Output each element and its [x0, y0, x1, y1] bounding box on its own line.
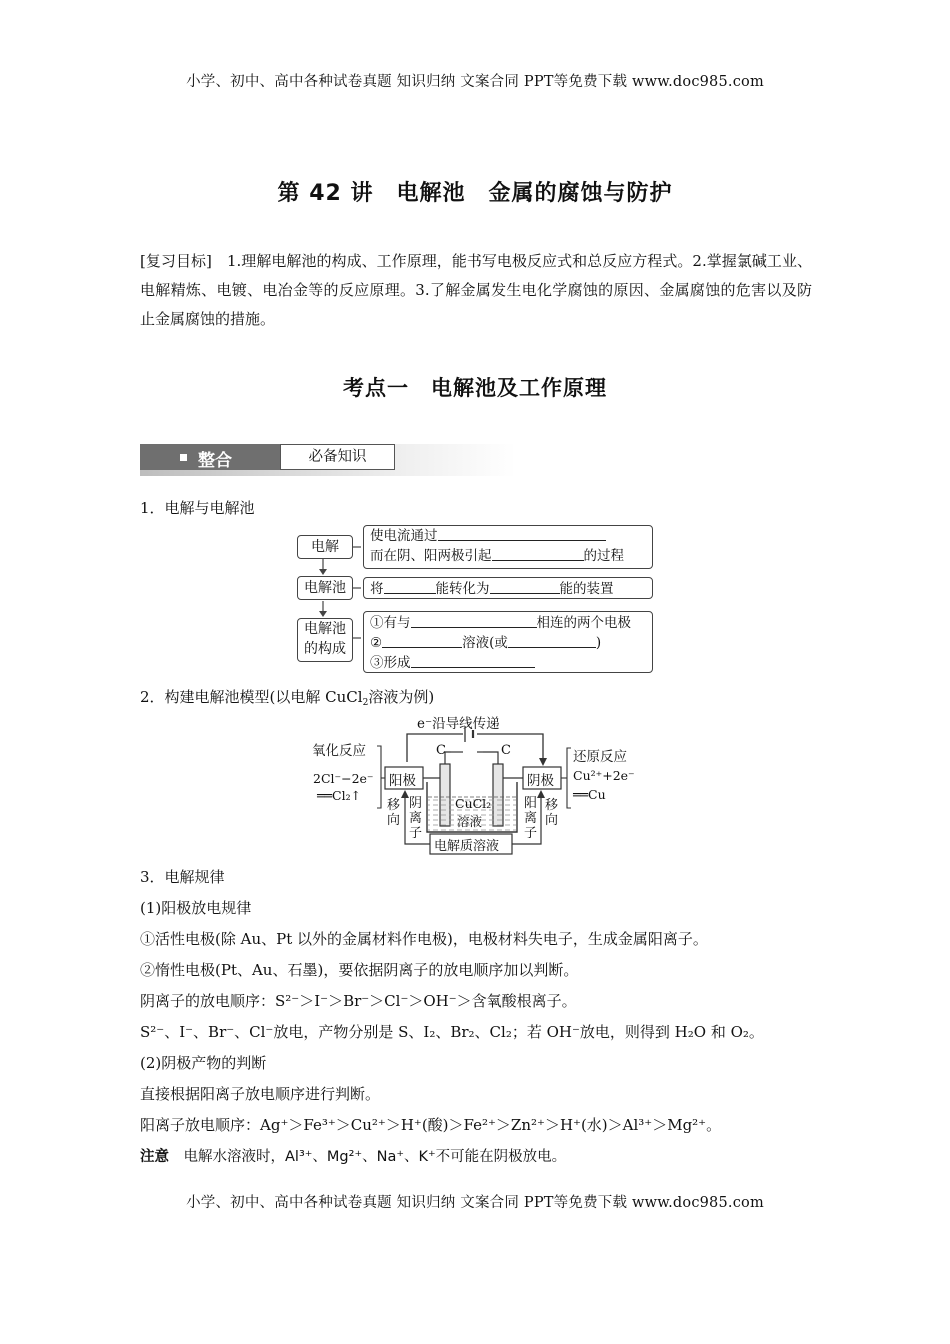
- blank-7: [508, 633, 596, 648]
- blank-2: [492, 546, 584, 561]
- page-title: 第 42 讲 电解池 金属的腐蚀与防护: [277, 181, 673, 206]
- reduction-label: 还原反应: [573, 749, 627, 765]
- item2-heading: 2．构建电解池模型(以电解 CuCl$_2$溶液为例): [140, 688, 435, 708]
- box-energy: 将 能转化为 能的装置: [363, 577, 653, 599]
- banner-tag: 必备知识: [280, 444, 395, 470]
- cathode-label: 阴极: [527, 773, 554, 789]
- section-banner: [140, 444, 516, 476]
- move-label-right: 移向: [545, 798, 559, 828]
- box-definition: 使电流通过 而在阴、阳两极引起 的过程: [363, 525, 653, 569]
- blank-4: [490, 579, 560, 594]
- review-objective: [140, 247, 812, 334]
- cathode-equation-2: ══Cu: [573, 787, 606, 802]
- electrolytic-cell-diagram: [305, 712, 645, 857]
- cation-order: 阳离子放电顺序：Ag⁺＞Fe³⁺＞Cu²⁺＞H⁺(酸)＞Fe²⁺＞Zn²⁺＞H⁺(水)＞Al³⁺＞Mg²⁺。: [140, 1116, 722, 1134]
- box-dianjie: 电解: [297, 535, 353, 559]
- oxidation-label: 氧化反应: [312, 743, 366, 759]
- blank-5: [411, 613, 537, 628]
- blank-1: [438, 526, 606, 541]
- page-header: 小学、初中、高中各种试卷真题 知识归纳 文案合同 PPT等免费下载 www.doc985.com: [186, 74, 764, 90]
- active-electrode-text: ①活性电极(除 Au、Pt 以外的金属材料作电极)，电极材料失电子，生成金属阳离子。: [140, 930, 708, 948]
- anion-products: S²⁻、I⁻、Br⁻、Cl⁻放电，产物分别是 S、I₂、Br₂、Cl₂；若 OH⁻放电，则得到 H₂O 和 O₂。: [140, 1023, 764, 1041]
- electron-flow-label: e⁻沿导线传递: [417, 716, 500, 732]
- anode-label: 阳极: [389, 773, 416, 789]
- anode-equation-2: ══Cl₂↑: [317, 788, 362, 803]
- item3-sub1: (1)阳极放电规律: [140, 899, 252, 917]
- inert-electrode-text: ②惰性电极(Pt、Au、石墨)，要依据阴离子的放电顺序加以判断。: [140, 961, 579, 979]
- note-line: [140, 1145, 566, 1166]
- solution-label-2: 溶液: [457, 814, 483, 829]
- anion-order: 阴离子的放电顺序：S²⁻＞I⁻＞Br⁻＞Cl⁻＞OH⁻＞含氧酸根离子。: [140, 992, 577, 1010]
- anion-label: 阴离子: [409, 796, 423, 841]
- direct-judgement: 直接根据阳离子放电顺序进行判断。: [140, 1085, 381, 1103]
- banner-label: 整合: [198, 451, 232, 471]
- electrolysis-concept-diagram: [295, 525, 660, 675]
- objective-label: [复习目标]: [140, 252, 212, 270]
- anode-equation-1: 2Cl⁻−2e⁻: [313, 771, 374, 786]
- objective-text: 1.理解电解池的构成、工作原理，能书写电极反应式和总反应方程式。2.掌握氯碱工业、电解精炼、电镀、电冶金等的反应原理。3.了解金属发生电化学腐蚀的原因、金属腐蚀的危害以及防止金属腐蚀的措施。: [140, 252, 812, 328]
- item3-heading: 3．电解规律: [140, 868, 225, 886]
- item3-sub2: (2)阴极产物的判断: [140, 1054, 267, 1072]
- composition-line1: 电解池: [304, 621, 346, 637]
- electrode-c-left: C: [436, 743, 446, 758]
- section-title: 考点一 电解池及工作原理: [343, 376, 607, 400]
- box-composition: [297, 618, 353, 662]
- page-footer: 小学、初中、高中各种试卷真题 知识归纳 文案合同 PPT等免费下载 www.doc985.com: [186, 1195, 764, 1211]
- electrolyte-label: 电解质溶液: [434, 839, 500, 854]
- item1-heading: 1．电解与电解池: [140, 499, 255, 517]
- blank-3: [384, 579, 436, 594]
- note-text: 电解水溶液时，Al³⁺、Mg²⁺、Na⁺、K⁺不可能在阴极放电。: [169, 1149, 567, 1165]
- blank-8: [411, 653, 535, 668]
- bullet-square-icon: [180, 454, 187, 461]
- box-components: ①有与 相连的两个电极 ② 溶液(或 ) ③形成: [363, 611, 653, 673]
- blank-6: [382, 633, 462, 648]
- cation-label: 阳离子: [524, 796, 538, 841]
- move-label-left: 移向: [387, 798, 401, 828]
- electrode-c-right: C: [501, 743, 511, 758]
- solution-label: CuCl₂: [455, 796, 492, 811]
- composition-line2: 的构成: [304, 641, 346, 657]
- box-dianjiechi: 电解池: [297, 576, 353, 600]
- cathode-equation-1: Cu²⁺+2e⁻: [573, 768, 635, 783]
- note-label: 注意: [140, 1149, 169, 1165]
